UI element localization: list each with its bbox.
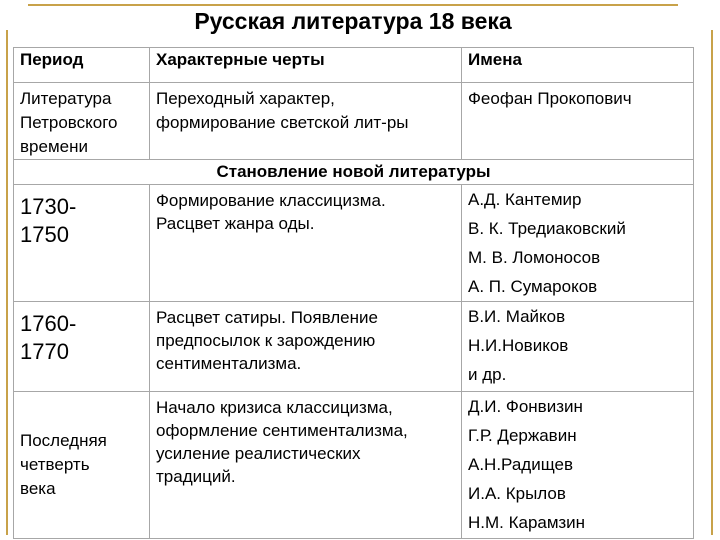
decor-left-line — [6, 30, 8, 535]
period-line: 1770 — [20, 339, 69, 364]
feature-line: Расцвет жанра оды. — [156, 214, 315, 233]
name-line: и др. — [468, 365, 507, 384]
period-line: 1730- — [20, 194, 77, 219]
name-line: М. В. Ломоносов — [468, 248, 601, 267]
name-line: Феофан Прокопович — [468, 89, 632, 108]
feature-line: Расцвет сатиры. Появление — [156, 308, 378, 327]
table-row — [14, 83, 694, 160]
feature-line: Переходный характер, — [156, 89, 335, 108]
table-row — [14, 185, 694, 302]
period-line: четверть — [20, 455, 90, 474]
decor-top-line — [28, 4, 678, 6]
name-line: А.Д. Кантемир — [468, 190, 582, 209]
header-features: Характерные черты — [150, 48, 462, 83]
features-cell — [150, 392, 462, 539]
feature-line: формирование светской лит-ры — [156, 113, 409, 132]
features-cell — [150, 185, 462, 302]
name-line: А.Н.Радищев — [468, 455, 573, 474]
names-cell — [462, 185, 694, 302]
name-line: В.И. Майков — [468, 307, 566, 326]
feature-line: традиций. — [156, 467, 236, 486]
literature-table — [13, 47, 694, 539]
period-line: Последняя — [20, 431, 107, 450]
feature-line: усиление реалистических — [156, 444, 361, 463]
feature-line: сентиментализма. — [156, 354, 302, 373]
feature-line: Начало кризиса классицизма, — [156, 398, 393, 417]
feature-line: оформление сентиментализма, — [156, 421, 408, 440]
name-line: И.А. Крылов — [468, 484, 566, 503]
table-row — [14, 392, 694, 539]
name-line: В. К. Тредиаковский — [468, 219, 626, 238]
header-period: Период — [14, 48, 150, 83]
features-cell — [150, 302, 462, 392]
period-cell — [14, 392, 150, 539]
feature-line: предпосылок к зарождению — [156, 331, 376, 350]
period-line: Петровского — [20, 113, 118, 132]
header-row — [14, 48, 694, 83]
section-title: Становление новой литературы — [14, 160, 694, 185]
period-line: 1760- — [20, 311, 77, 336]
period-line: века — [20, 479, 56, 498]
table-row — [14, 302, 694, 392]
period-cell — [14, 302, 150, 392]
name-line: А. П. Сумароков — [468, 277, 598, 296]
decor-right-line — [711, 30, 713, 535]
names-cell — [462, 83, 694, 160]
page-title: Русская литература 18 века — [194, 8, 512, 34]
period-line: времени — [20, 137, 88, 156]
name-line: Г.Р. Державин — [468, 426, 577, 445]
period-line: 1750 — [20, 222, 69, 247]
names-cell — [462, 392, 694, 539]
period-cell — [14, 185, 150, 302]
period-cell — [14, 83, 150, 160]
period-line: Литература — [20, 89, 112, 108]
feature-line: Формирование классицизма. — [156, 191, 386, 210]
header-names: Имена — [462, 48, 694, 83]
names-cell — [462, 302, 694, 392]
name-line: Д.И. Фонвизин — [468, 397, 583, 416]
name-line: Н.М. Карамзин — [468, 513, 586, 532]
features-cell — [150, 83, 462, 160]
name-line: Н.И.Новиков — [468, 336, 569, 355]
section-row — [14, 160, 694, 185]
